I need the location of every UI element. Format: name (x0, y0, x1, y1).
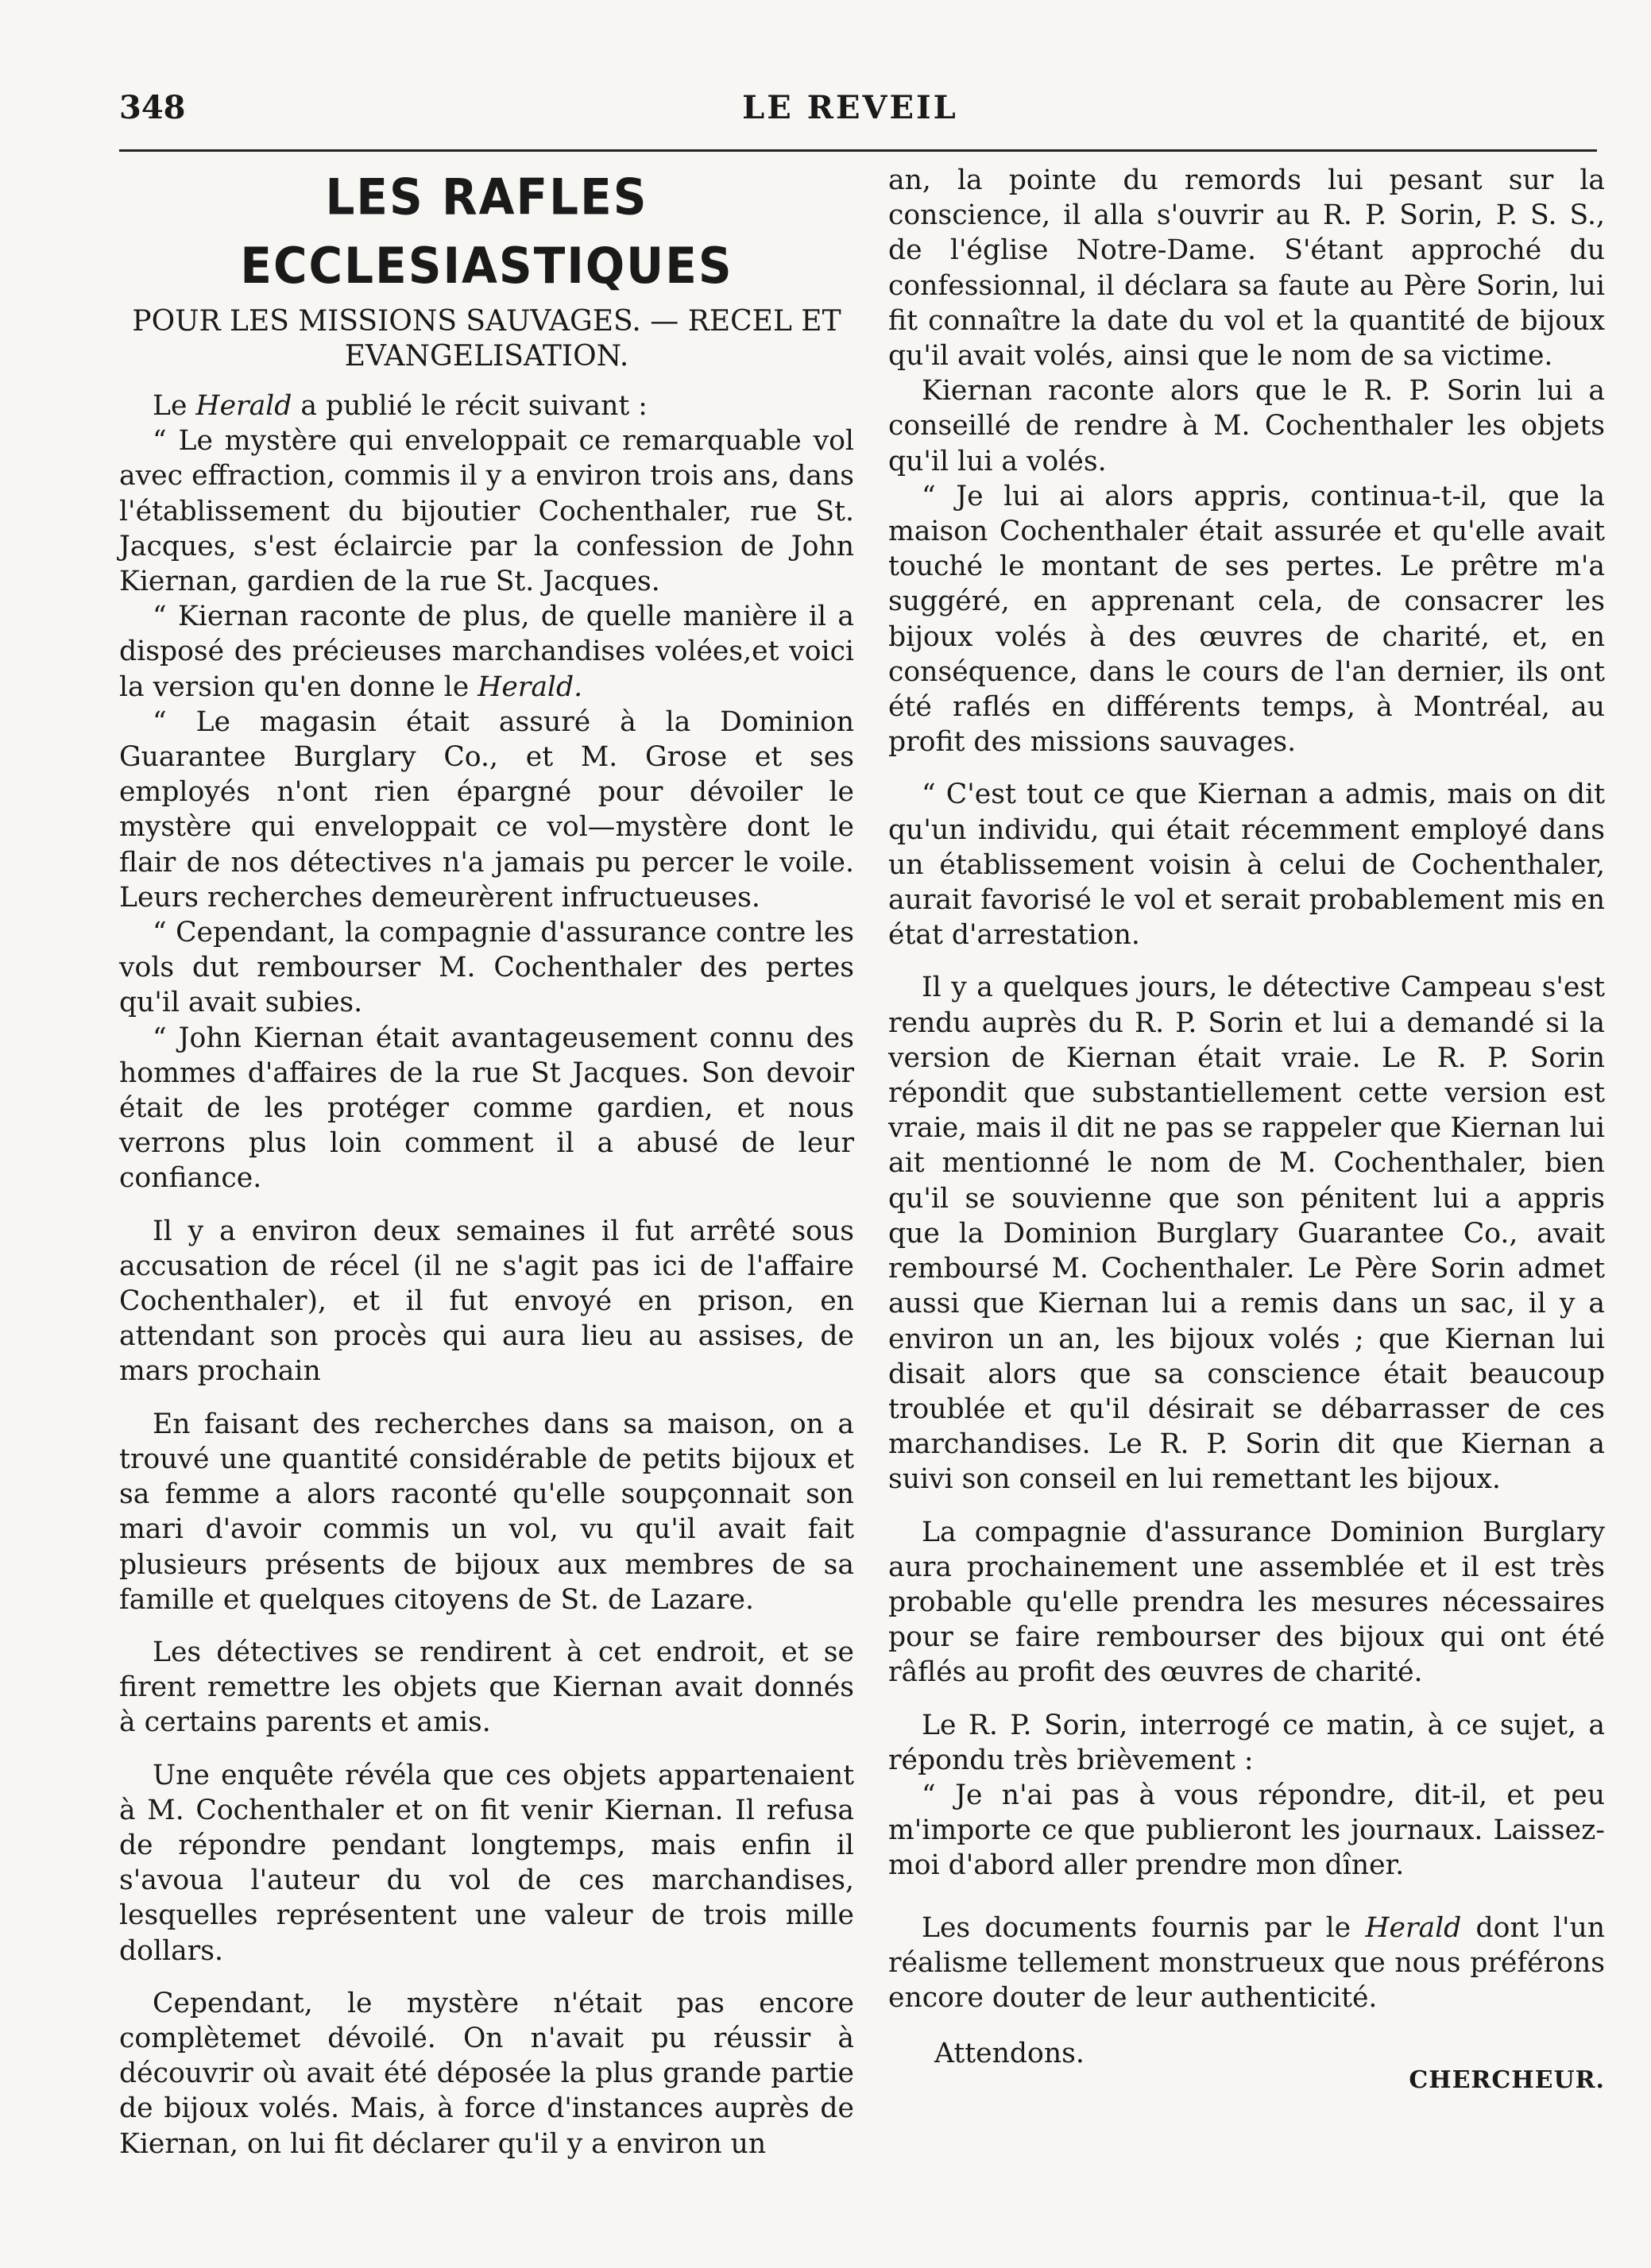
author-signature: CHERCHEUR. (1409, 2066, 1605, 2095)
paragraph: En faisant des recherches dans sa maison, on a trouvé une quantité considérable de petits bijoux et sa femme a alors raconté qu'elle soupçonnait son mari d'avoir commis un vol, vu qu'il avait fait plusieurs présents de bijoux aux membres de sa famille et quelques citoyens de St. de Lazare. (119, 1408, 854, 1616)
article-subtitle: POUR LES MISSIONS SAUVAGES. — RECEL ET EVANGELISATION. (132, 305, 841, 373)
paragraph: “ Je n'ai pas à vous répondre, dit-il, et peu m'importe ce que publieront les journaux. Laissez-moi d'abord aller prendre mon dîner. (888, 1779, 1605, 1882)
herald-name: Herald (1365, 1911, 1462, 1944)
paragraph: an, la pointe du remords lui pesant sur la conscience, il alla s'ouvrir au R. P. Sorin, P. S. S., de l'église Notre-Dame. S'étant approché du confessionnal, il déclara sa faute au Père Sorin, lui fit connaître la date du vol et la quantité de bijoux qu'il avait volés, ainsi que le nom de sa victime. (888, 164, 1605, 373)
paragraph: Les détectives se rendirent à cet endroit, et se firent remettre les objets que Kiernan avait donnés à certains parents et amis. (119, 1636, 854, 1739)
paragraph: “ Cependant, la compagnie d'assurance contre les vols dut rembourser M. Cochenthaler des pertes qu'il avait subies. (119, 917, 854, 1019)
closing-line: Attendons. (934, 2038, 1085, 2070)
paragraph: Kiernan raconte alors que le R. P. Sorin lui a conseillé de rendre à M. Cochenthaler les objets qu'il lui a volés. (888, 375, 1605, 477)
paragraph: Une enquête révéla que ces objets appartenaient à M. Cochenthaler et on fit venir Kiernan. Il refusa de répondre pendant longtemps, mais enfin il s'avoua l'auteur du vol de ces marchandises, lesquelles représentent une valeur de trois mille dollars. (119, 1759, 854, 1967)
paragraph: “ John Kiernan était avantageusement connu des hommes d'affaires de la rue St Jacques. Son devoir était de les protéger comme gardien, et nous verrons plus loin comment il a abusé de leur confiance. (119, 1022, 854, 1195)
intro-text-pre: Le (153, 390, 196, 422)
page-number: 348 (119, 89, 186, 126)
paragraph: Il y a quelques jours, le détective Campeau s'est rendu auprès du R. P. Sorin et lui a demandé si la version de Kiernan était vraie. Le R. P. Sorin répondit que substantiellement cette version est vraie, mais il dit ne pas se rappeler que Kiernan lui ait mentionné le nom de M. Cochenthaler, bien qu'il se souvienne que son pénitent lui a appris que la Dominion Burglary Guarantee Co., avait remboursé M. Cochenthaler. Le Père Sorin admet aussi que Kiernan lui a remis dans un sac, il y a environ un an, les bijoux volés ; que Kiernan lui disait alors que sa conscience était beaucoup troublée et qu'il désirait se débarrasser de ces marchandises. Le R. P. Sorin dit que Kiernan a suivi son conseil en lui remettant les bijoux. (888, 972, 1605, 1496)
left-column (119, 163, 854, 2162)
paragraph: “ Le mystère qui enveloppait ce remarquable vol avec effraction, commis il y a environ trois ans, dans l'établissement du bijoutier Cochenthaler, rue St. Jacques, s'est éclaircie par la confession de John Kiernan, gardien de la rue St. Jacques. (119, 425, 854, 598)
herald-name: Herald (195, 390, 292, 422)
herald-name: Herald. (478, 670, 583, 703)
intro-paragraph (119, 388, 854, 423)
paragraph: “ Je lui ai alors appris, continua-t-il, que la maison Cochenthaler était assurée et qu'elle avait touché le montant de ses pertes. Le prêtre m'a suggéré, en apprenant cela, de consacrer les bijoux volés à des œuvres de charité, et, en conséquence, dans le cours de l'an dernier, ils ont été raflés en différents temps, à Montréal, au profit des missions sauvages. (888, 480, 1605, 759)
page-header (119, 89, 1581, 145)
paragraph-text: dont l'un réalisme tellement monstrueux que nous préférons encore douter de leur authenticité. (888, 1911, 1605, 2014)
closing-block (888, 2036, 1605, 2098)
article-title: LES RAFLES ECCLESIASTIQUES (240, 168, 733, 295)
intro-text-post: a publié le récit suivant : (292, 390, 648, 422)
running-title: LE REVEIL (742, 89, 958, 126)
paragraph: “ C'est tout ce que Kiernan a admis, mais on dit qu'un individu, qui était récemment employé dans un établissement voisin à celui de Cochenthaler, aurait favorisé le vol et serait probablement mis en état d'arrestation. (888, 779, 1605, 952)
paragraph-text: “ Kiernan raconte de plus, de quelle manière il a disposé des précieuses marchandises volées,et voici la version qu'en donne le (119, 601, 854, 703)
paragraph: Le R. P. Sorin, interrogé ce matin, à ce sujet, a répondu très brièvement : (888, 1709, 1605, 1776)
paragraph: Cependant, le mystère n'était pas encore complètemet dévoilé. On n'avait pu réussir à découvrir où avait été déposée la plus grande partie de bijoux volés. Mais, à force d'instances auprès de Kiernan, on lui fit déclarer qu'il y a environ un (119, 1987, 854, 2160)
right-column (888, 163, 1605, 2099)
paragraph (119, 599, 854, 705)
paragraph: “ Le magasin était assuré à la Dominion Guarantee Burglary Co., et M. Grose et ses employés n'ont rien épargné pour dévoiler le mystère qui enveloppait ce vol—mystère dont le flair de nos détectives n'a jamais pu percer le voile. Leurs recherches demeurèrent infructueuses. (119, 705, 854, 914)
paragraph: La compagnie d'assurance Dominion Burglary aura prochainement une assemblée et il est très probable qu'elle prendra les mesures nécessaires pour se faire rembourser des bijoux qui ont été râflés au profit des œuvres de charité. (888, 1516, 1605, 1689)
paragraph-text: Les documents fournis par le (922, 1911, 1366, 1944)
paragraph: Il y a environ deux semaines il fut arrêté sous accusation de récel (il ne s'agit pas ici de l'affaire Cochenthaler), et il fut envoyé en prison, en attendant son procès qui aura lieu au assises, de mars prochain (119, 1215, 854, 1388)
header-rule (119, 149, 1597, 152)
paragraph (888, 1911, 1605, 2016)
